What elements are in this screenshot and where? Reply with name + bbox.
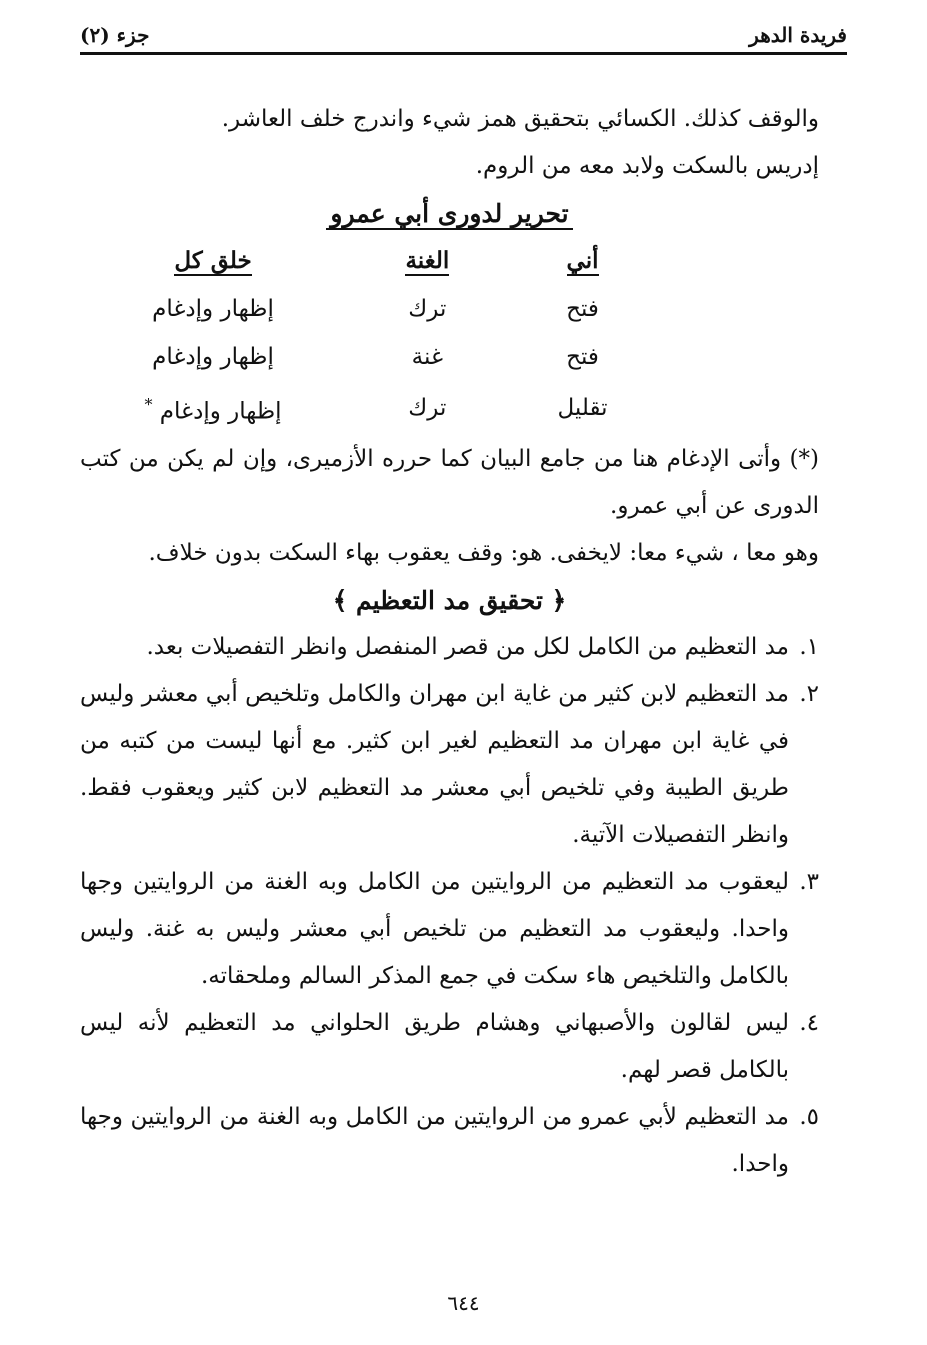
item-text: مد التعظيم لابن كثير من غاية ابن مهران والكامل وتلخيص أبي معشر وليس في غاية ابن مهران مد التعظيم لغير ابن كثير. مع أنها ليست من كتبه من طريق الطيبة وفي تلخيص أبي معشر مد التعظيم لابن كثير ويعقوب فقط. وانظر التفصيلات الآتية. <box>80 680 789 848</box>
item-number: ٤. <box>799 1009 819 1036</box>
item-number: ٥. <box>799 1103 819 1130</box>
table-row <box>80 285 819 333</box>
list-item <box>80 859 819 1000</box>
item-number: ٢. <box>799 680 819 707</box>
table-cell: غنة <box>411 343 443 370</box>
table-header: أني <box>566 247 599 274</box>
table-cell <box>80 381 346 436</box>
table-cell-text: إظهار وإدغام <box>159 398 282 425</box>
item-number: ١. <box>799 633 819 660</box>
table-title <box>80 190 819 237</box>
item-text: مد التعظيم لأبي عمرو من الروايتين من الكامل وبه الغنة من الروايتين وجها واحدا. <box>80 1103 789 1177</box>
table-cell: إظهار وإدغام <box>152 343 274 370</box>
table-row <box>80 333 819 381</box>
table-cell: إظهار وإدغام <box>152 295 274 322</box>
list-item <box>80 1000 819 1094</box>
list-item <box>80 624 819 671</box>
table-header: خلق كل <box>174 247 252 274</box>
item-number: ٣. <box>799 868 819 895</box>
paragraph-after-note: وهو معا ، شيء معا: لايخفى. هو: وقف يعقوب بهاء السكت بدون خلاف. <box>148 539 819 566</box>
table-cell: ترك <box>408 394 447 421</box>
item-text: ليس لقالون والأصبهاني وهشام طريق الحلواني مد التعظيم لأنه ليس بالكامل قصر لهم. <box>80 1009 789 1083</box>
part-label: جزء (٢) <box>80 23 150 47</box>
list-item <box>80 671 819 859</box>
footnote: (*) وأتى الإدغام هنا من جامع البيان كما حرره الأزميرى، وإن لم يكن من كتب الدورى عن أبي عمرو. <box>80 445 819 519</box>
table-cell: فتح <box>566 343 599 370</box>
table-cell: فتح <box>566 295 599 322</box>
list-item <box>80 1094 819 1188</box>
table-row <box>80 381 819 436</box>
table-title-text: تحرير لدورى أبي عمرو <box>326 199 572 230</box>
section-title: ﴿ تحقيق مد التعظيم ﴾ <box>332 585 567 615</box>
table-header: الغنة <box>405 247 450 274</box>
page-number: ٦٤٤ <box>447 1291 480 1315</box>
running-header <box>80 18 847 55</box>
book-title: فريدة الدهر <box>749 23 847 47</box>
intro-line-1: والوقف كذلك. الكسائي بتحقيق همز شيء واندرج خلف العاشر. <box>221 106 819 132</box>
intro-line-2: إدريس بالسكت ولابد معه من الروم. <box>475 153 819 179</box>
table-cell: تقليل <box>557 394 608 421</box>
item-text: مد التعظيم من الكامل لكل من قصر المنفصل وانظر التفصيلات بعد. <box>146 633 789 660</box>
table-cell: ترك <box>408 295 447 322</box>
numbered-list <box>80 624 819 1188</box>
tahrir-table <box>80 237 819 436</box>
footnote-marker: * <box>144 395 153 414</box>
page-body <box>80 96 819 1188</box>
table-header-row <box>80 237 819 285</box>
item-text: ليعقوب مد التعظيم من الروايتين من الكامل وبه الغنة من الروايتين وجها واحدا. وليعقوب مد التعظيم من تلخيص أبي معشر وليس به غنة. وليس بالكامل والتلخيص هاء سكت في جمع المذكر السالم وملحقاته. <box>80 868 789 989</box>
